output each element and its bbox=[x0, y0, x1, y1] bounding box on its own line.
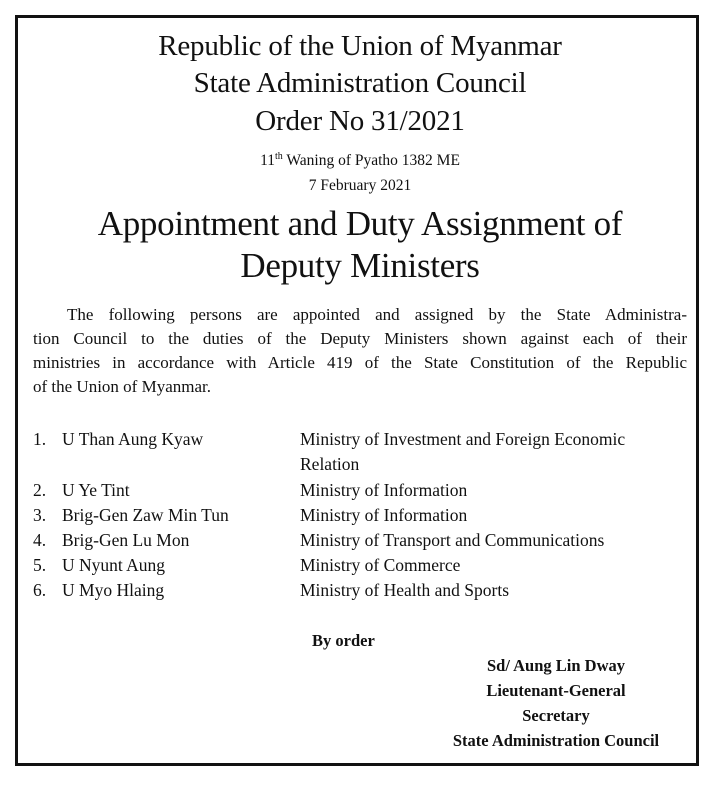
myanmar-date bbox=[0, 151, 720, 171]
list-number: 6. bbox=[33, 580, 47, 600]
list-number: 4. bbox=[33, 530, 47, 550]
appointee-name: Brig-Gen Lu Mon bbox=[62, 530, 190, 550]
document-title-line2: Deputy Ministers bbox=[240, 246, 480, 285]
gregorian-date: 7 February 2021 bbox=[308, 177, 412, 194]
list-number: 1. bbox=[33, 429, 47, 449]
ministry-name: Ministry of Commerce bbox=[300, 555, 461, 575]
ministry-name: Ministry of Health and Sports bbox=[300, 580, 510, 600]
list-number: 5. bbox=[33, 555, 47, 575]
appointee-name: U Myo Hlaing bbox=[62, 580, 165, 600]
appointee-name: U Ye Tint bbox=[62, 480, 130, 500]
body-text-1: The following persons are appointed and assigned by the State Administra- bbox=[67, 305, 687, 324]
by-order: By order bbox=[312, 631, 375, 650]
ministry-name: Ministry of Transport and Communications bbox=[300, 530, 605, 550]
signatory-rank: Lieutenant-General bbox=[486, 681, 626, 700]
ministry-name: Ministry of Information bbox=[300, 480, 468, 500]
appointee-name: Brig-Gen Zaw Min Tun bbox=[62, 505, 229, 525]
myanmar-date-suffix: th bbox=[275, 150, 283, 162]
appointee-name: U Nyunt Aung bbox=[62, 555, 166, 575]
order-number: Order No 31/2021 bbox=[255, 105, 465, 137]
list-number: 3. bbox=[33, 505, 47, 525]
myanmar-date-rest: Waning of Pyatho 1382 ME bbox=[282, 152, 460, 169]
body-line-2: tion Council to the duties of the Deputy Ministers shown against each of their bbox=[33, 329, 687, 348]
ministry-name: Ministry of Investment and Foreign Economic bbox=[300, 429, 626, 449]
body-line-4: of the Union of Myanmar. bbox=[33, 377, 211, 396]
ministry-name-continued: Relation bbox=[300, 454, 360, 474]
signatory-name: Sd/ Aung Lin Dway bbox=[486, 656, 626, 675]
header-republic: Republic of the Union of Myanmar bbox=[158, 30, 562, 62]
appointee-name: U Than Aung Kyaw bbox=[62, 429, 204, 449]
body-line-1 bbox=[33, 303, 687, 327]
body-line-3: ministries in accordance with Article 419 of the State Constitution of the Republic bbox=[33, 353, 687, 372]
ministry-name: Ministry of Information bbox=[300, 505, 468, 525]
list-number: 2. bbox=[33, 480, 47, 500]
signatory-position: Secretary bbox=[522, 706, 590, 725]
signatory-organization: State Administration Council bbox=[452, 731, 660, 750]
document-title-line1: Appointment and Duty Assignment of bbox=[97, 204, 623, 243]
header-council: State Administration Council bbox=[193, 67, 527, 99]
myanmar-date-day: 11 bbox=[260, 152, 275, 169]
